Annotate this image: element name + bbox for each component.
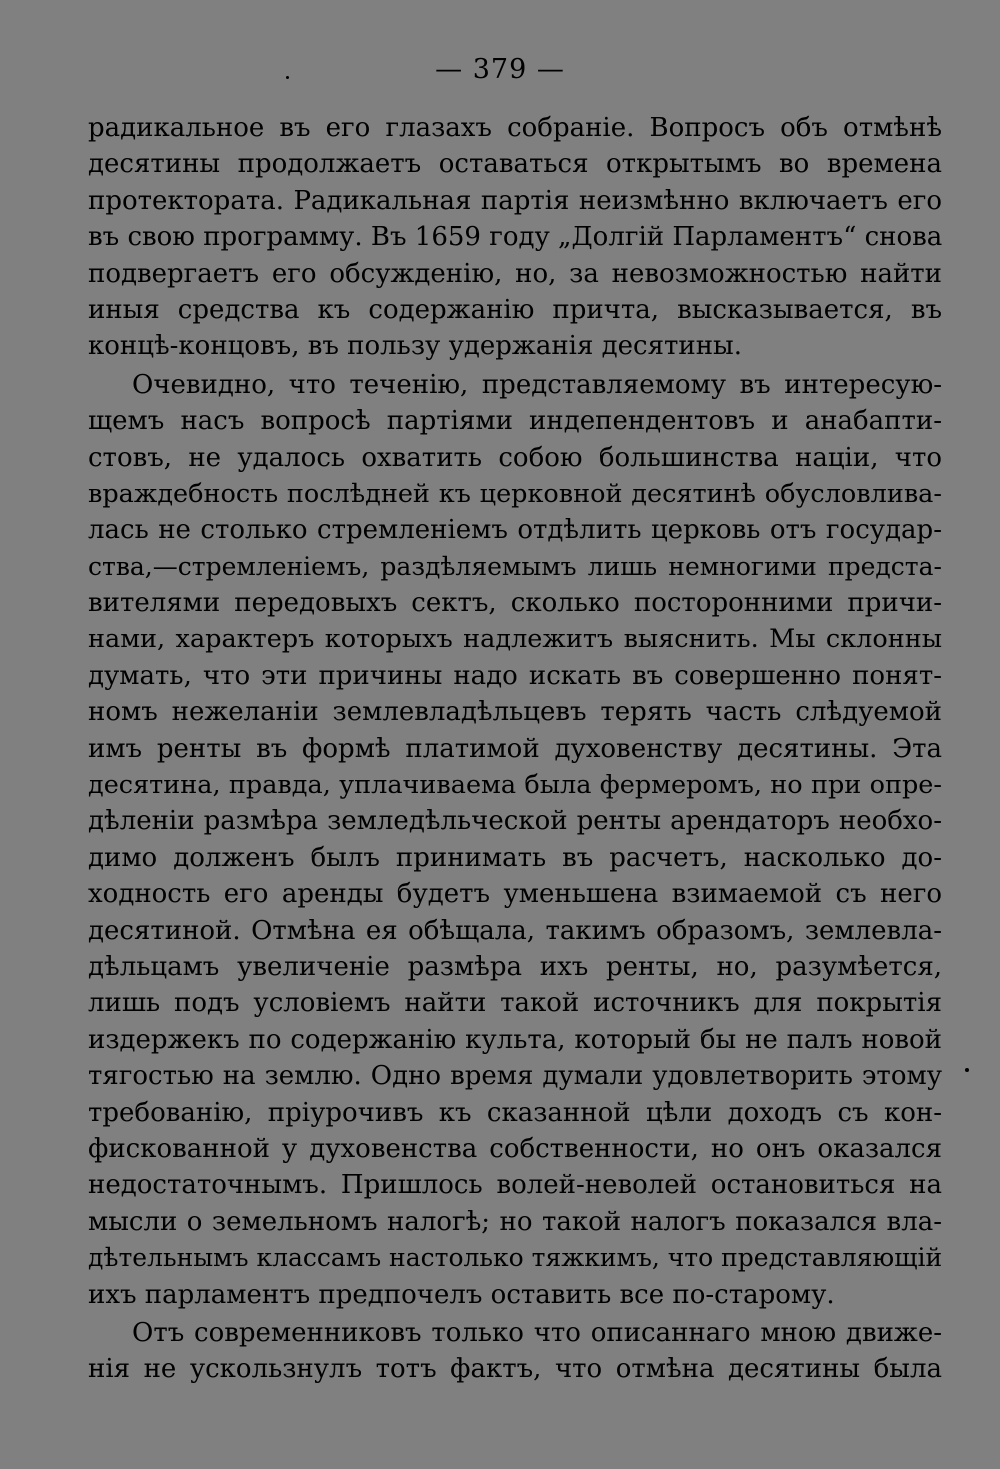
text-line: подвергаетъ его обсужденію, но, за невозможностью найти: [88, 258, 942, 289]
paragraph: [88, 110, 942, 365]
text-line: дѣльцамъ увеличеніе размѣра ихъ ренты, но, разумѣется,: [88, 951, 942, 982]
text-line: недостаточнымъ. Пришлось волей-неволей остановиться на: [88, 1170, 942, 1201]
text-line: Отъ современниковъ только что описаннаго мною движе-: [132, 1317, 942, 1348]
text-line: думать, что эти причины надо искать въ совершенно понят-: [88, 660, 942, 691]
text-line: враждебность послѣдней къ церковной десятинѣ обусловлива-: [88, 478, 942, 509]
text-line: димо долженъ былъ принимать въ расчетъ, насколько до-: [88, 842, 942, 873]
text-line: десятина, правда, уплачиваема была фермеромъ, но при опре-: [88, 770, 942, 801]
page-number: — 379 —: [435, 54, 565, 85]
text-line: стовъ, не удалось охватить собою большинства націи, что: [88, 442, 942, 473]
text-line: тягостью на землю. Одно время думали удовлетворить этому: [88, 1061, 942, 1092]
scan-speck: [286, 76, 289, 79]
scan-speck: [965, 1068, 969, 1072]
text-line: концѣ-концовъ, въ пользу удержанія десятины.: [88, 331, 742, 362]
text-line: издержекъ по содержанію культа, который бы не палъ новой: [88, 1024, 942, 1055]
text-line: фискованной у духовенства собственности, но онъ оказался: [88, 1133, 942, 1164]
text-line: въ свою программу. Въ 1659 году „Долгій Парламентъ“ снова: [88, 222, 943, 253]
text-line: лишь подъ условіемъ найти такой источникъ для покрытія: [88, 988, 942, 1019]
paragraph: [88, 367, 942, 1313]
text-line: дѣленіи размѣра земледѣльческой ренты арендаторъ необхо-: [88, 806, 942, 837]
body-text: [88, 110, 942, 1388]
text-line: иныя средства къ содержанію причта, высказывается, въ: [88, 294, 942, 325]
text-line: щемъ насъ вопросѣ партіями индепендентовъ и анабапти-: [88, 406, 942, 437]
text-line: нія не ускользнулъ тотъ фактъ, что отмѣна десятины была: [88, 1354, 942, 1385]
text-line: протектората. Радикальная партія неизмѣнно включаетъ его: [88, 185, 942, 216]
text-line: дѣтельнымъ классамъ настолько тяжкимъ, что представляющій: [88, 1243, 943, 1273]
text-line: ства,—стремленіемъ, раздѣляемымъ лишь немногими предста-: [88, 551, 942, 581]
text-line: ходность его аренды будетъ уменьшена взимаемой съ него: [88, 879, 942, 910]
text-line: имъ ренты въ формѣ платимой духовенству десятины. Эта: [88, 733, 942, 764]
text-line: нами, характеръ которыхъ надлежитъ выяснить. Мы склонны: [88, 624, 942, 655]
text-line: номъ нежеланіи землевладѣльцевъ терять часть слѣдуемой: [88, 697, 942, 728]
text-line: ихъ парламентъ предпочелъ оставить все по-старому.: [88, 1279, 835, 1310]
text-line: радикальное въ его глазахъ собраніе. Вопросъ объ отмѣнѣ: [88, 113, 942, 143]
text-line: десятиной. Отмѣна ея обѣщала, такимъ образомъ, землевла-: [88, 915, 942, 946]
text-line: требованію, пріурочивъ къ сказанной цѣли доходъ съ кон-: [88, 1097, 942, 1128]
text-line: лась не столько стремленіемъ отдѣлить церковь отъ государ-: [88, 515, 942, 546]
text-line: десятины продолжаетъ оставаться открытымъ во времена: [88, 149, 942, 180]
text-line: вителями передовыхъ сектъ, сколько посторонними причи-: [88, 588, 942, 619]
text-line: Очевидно, что теченію, представляемому въ интересую-: [132, 369, 942, 400]
text-line: мысли о земельномъ налогѣ; но такой налогъ показался вла-: [88, 1206, 942, 1237]
paragraph: [88, 1315, 942, 1388]
